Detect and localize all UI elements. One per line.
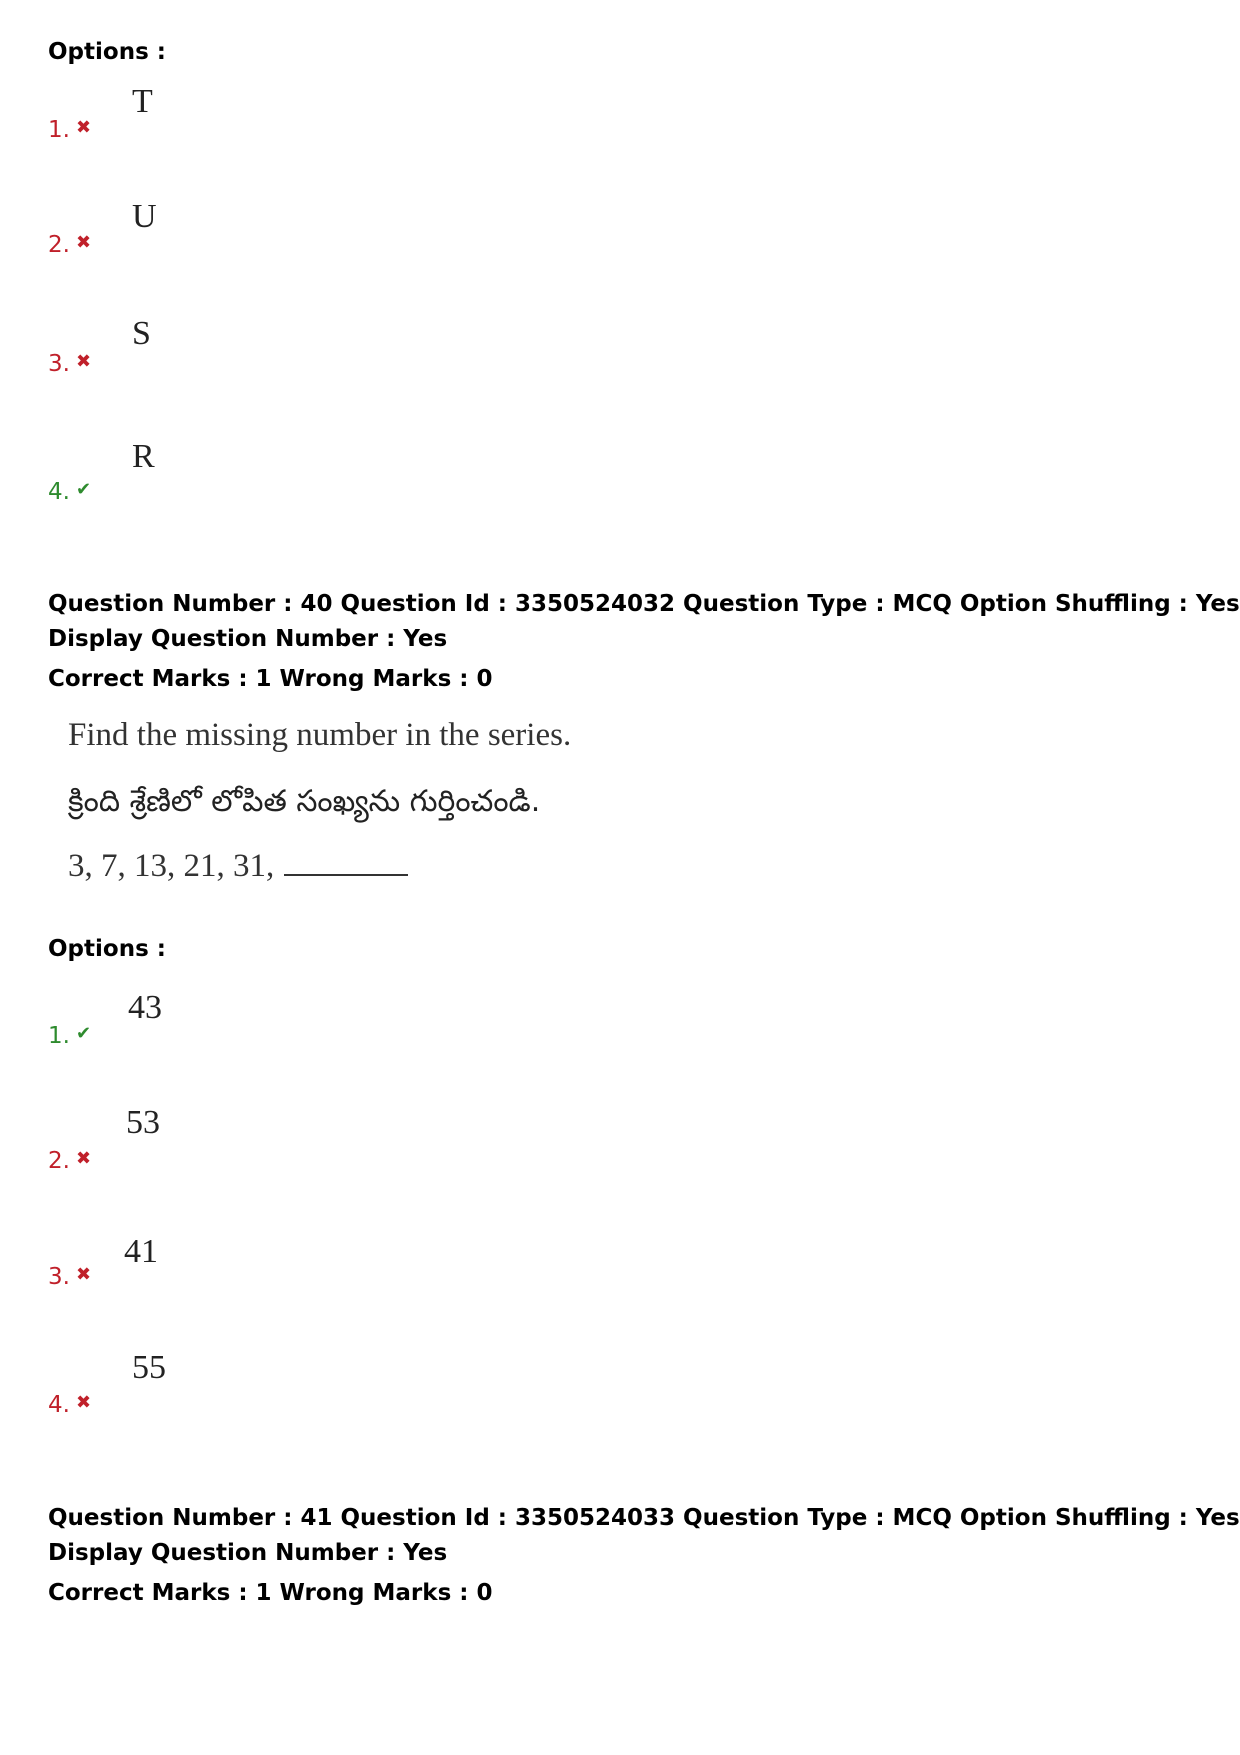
option-3-number: 3. ✖ xyxy=(48,1261,91,1291)
options-label: Options : xyxy=(48,39,166,65)
question-41-header: Question Number : 41 Question Id : 3350524033 Question Type : MCQ Option Shuffling : Yes xyxy=(48,1505,1240,1531)
option-3-value: 41 xyxy=(124,1233,158,1270)
option-1-value: 43 xyxy=(128,989,162,1026)
answer-blank xyxy=(284,848,408,876)
option-1-number: 1. ✔ xyxy=(48,1020,91,1050)
wrong-mark-icon: ✖ xyxy=(75,117,92,138)
wrong-mark-icon: ✖ xyxy=(75,351,92,372)
wrong-mark-icon: ✖ xyxy=(75,1392,92,1413)
option-3-value: S xyxy=(132,315,151,352)
wrong-mark-icon: ✖ xyxy=(75,1264,92,1285)
option-4-value: 55 xyxy=(132,1349,166,1386)
correct-check-icon: ✔ xyxy=(75,1023,92,1044)
question-40-display: Display Question Number : Yes xyxy=(48,626,448,652)
option-2-number: 2. ✖ xyxy=(48,229,91,259)
question-40-text-telugu: క్రింది శ్రేణిలో లోపిత సంఖ్యను గుర్తించండి. xyxy=(68,784,541,819)
question-40-marks: Correct Marks : 1 Wrong Marks : 0 xyxy=(48,666,493,692)
question-40-text-english: Find the missing number in the series. xyxy=(68,717,572,753)
options-label: Options : xyxy=(48,936,166,962)
option-4-number: 4. ✖ xyxy=(48,1389,91,1419)
option-3-number: 3. ✖ xyxy=(48,348,91,378)
option-1-value: T xyxy=(132,83,153,120)
correct-check-icon: ✔ xyxy=(75,479,92,500)
option-4-value: R xyxy=(132,438,155,475)
question-40-series: 3, 7, 13, 21, 31, xyxy=(68,846,408,886)
option-2-value: U xyxy=(132,198,157,235)
question-41-display: Display Question Number : Yes xyxy=(48,1540,448,1566)
question-41-marks: Correct Marks : 1 Wrong Marks : 0 xyxy=(48,1580,493,1606)
option-2-value: 53 xyxy=(126,1104,160,1141)
option-2-number: 2. ✖ xyxy=(48,1145,91,1175)
wrong-mark-icon: ✖ xyxy=(75,232,92,253)
question-40-header: Question Number : 40 Question Id : 3350524032 Question Type : MCQ Option Shuffling : Yes xyxy=(48,591,1240,617)
option-4-number: 4. ✔ xyxy=(48,476,91,506)
option-1-number: 1. ✖ xyxy=(48,114,91,144)
wrong-mark-icon: ✖ xyxy=(75,1148,92,1169)
